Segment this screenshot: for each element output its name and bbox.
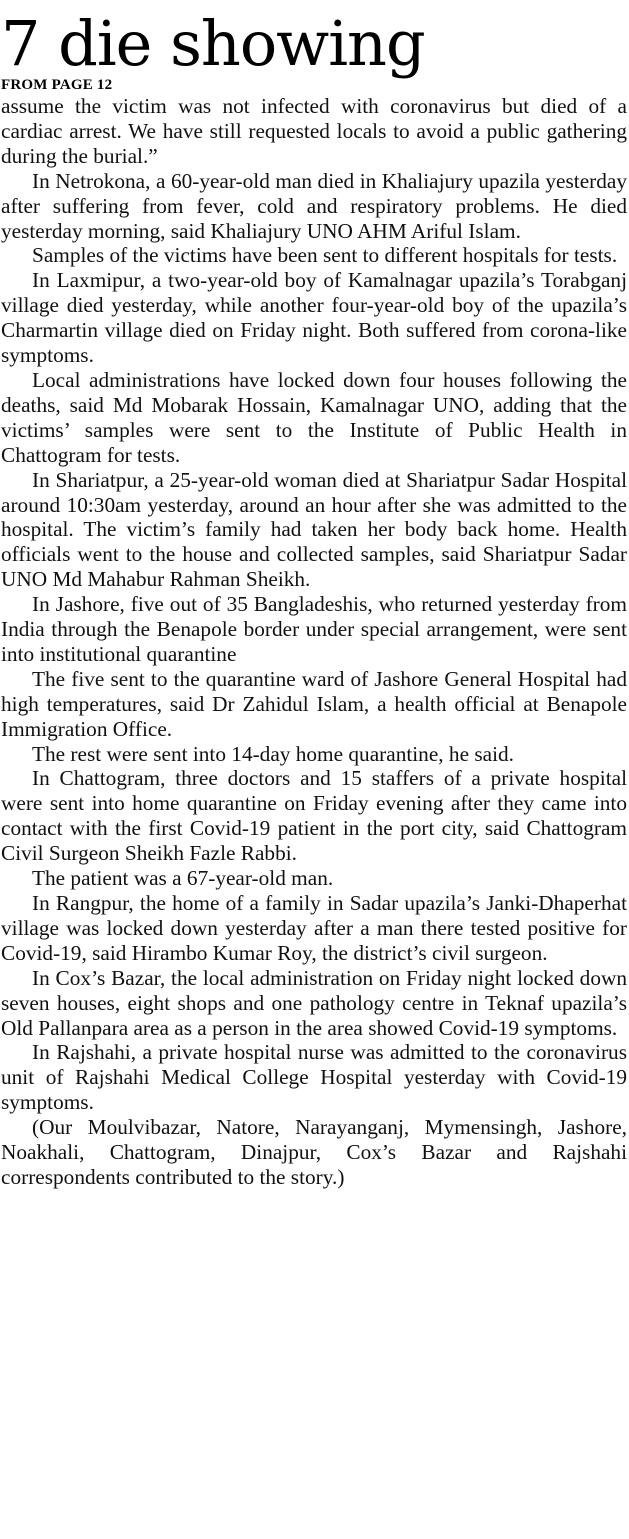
paragraph-rajshahi: In Rajshahi, a private hospital nurse was admitted to the coronavirus unit of Rajshahi Medical College Hospital yesterday with Covid-19 symptoms. [1,1040,627,1115]
jump-line: FROM PAGE 12 [1,77,113,93]
paragraph-lockdown: Local administrations have locked down four houses following the deaths, said Md Mobarak Hossain, Kamalnagar UNO, adding that the victims’ samples were sent to the Institute of Public Health in Chattogram for tests. [1,367,627,467]
article-body [1,94,627,1190]
paragraph-jashore-ward: The five sent to the quarantine ward of Jashore General Hospital had high temperatures, said Dr Zahidul Islam, a health official at Benapole Immigration Office. [1,666,627,741]
paragraph-coxs-bazar: In Cox’s Bazar, the local administration on Friday night locked down seven houses, eight shops and one pathology centre in Teknaf upazila’s Old Pallanpara area as a person in the area showed Covid-19 symptoms. [1,965,627,1040]
paragraph-credits: (Our Moulvibazar, Natore, Narayanganj, Mymensingh, Jashore, Noakhali, Chattogram, Dinajpur, Cox’s Bazar and Rajshahi correspondents contributed to the story.) [1,1115,627,1189]
paragraph-laxmipur: In Laxmipur, a two-year-old boy of Kamalnagar upazila’s Torabganj village died yesterday, while another four-year-old boy of the upazila’s Charmartin village died on Friday night. Both suffered from corona-like symptoms. [1,268,627,368]
paragraph-continuation: assume the victim was not infected with coronavirus but died of a cardiac arrest. We have still requested locals to avoid a public gathering during the burial.” [1,94,627,168]
paragraph-patient: The patient was a 67-year-old man. [32,866,334,891]
paragraph-netrokona: In Netrokona, a 60-year-old man died in Khaliajury upazila yesterday after suffering from fever, cold and respiratory problems. He died yesterday morning, said Khaliajury UNO AHM Ariful Islam. [1,168,627,243]
paragraph-chattogram: In Chattogram, three doctors and 15 staffers of a private hospital were sent into home quarantine on Friday evening after they came into contact with the first Covid-19 patient in the port city, said Chattogram Civil Surgeon Sheikh Fazle Rabbi. [1,766,627,866]
paragraph-jashore: In Jashore, five out of 35 Bangladeshis, who returned yesterday from India through the Benapole border under special arrangement, were sent into institutional quarantine [1,592,627,666]
paragraph-home-quarantine: The rest were sent into 14-day home quarantine, he said. [32,741,514,766]
headline: 7 die showing [1,7,425,80]
paragraph-rangpur: In Rangpur, the home of a family in Sadar upazila’s Janki-Dhaperhat village was locked down yesterday after a man there tested positive for Covid-19, said Hirambo Kumar Roy, the district’s civil surgeon. [1,891,627,965]
paragraph-samples: Samples of the victims have been sent to different hospitals for tests. [32,243,618,268]
paragraph-shariatpur: In Shariatpur, a 25-year-old woman died at Shariatpur Sadar Hospital around 10:30am yesterday, around an hour after she was admitted to the hospital. The victim’s family had taken her body back home. Health officials went to the house and collected samples, said Shariatpur Sadar UNO Md Mahabur Rahman Sheikh. [1,467,627,592]
